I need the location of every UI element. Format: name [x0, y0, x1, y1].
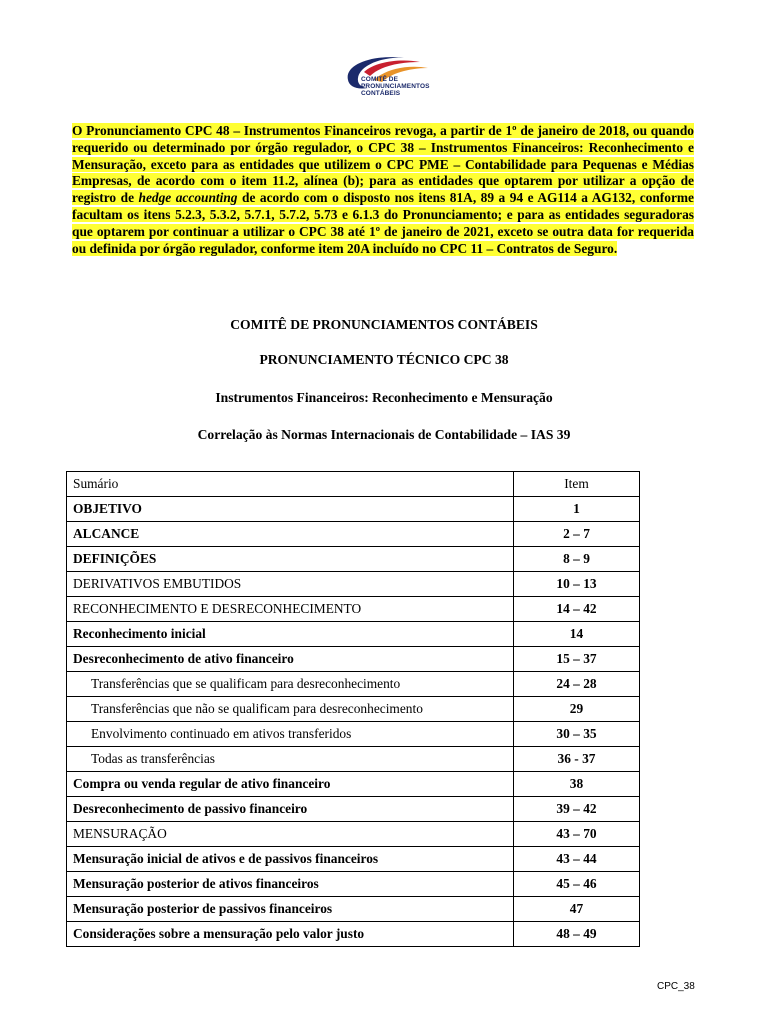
page-footer-code: CPC_38	[657, 981, 695, 992]
correlation-heading: Correlação às Normas Internacionais de Contabilidade – IAS 39	[197, 427, 571, 442]
table-header-row	[67, 472, 640, 497]
notice-highlight	[72, 123, 694, 256]
table-row	[67, 522, 640, 547]
logo-line: COMITÊ DE	[361, 76, 399, 83]
table-row	[67, 622, 640, 647]
table-row	[67, 572, 640, 597]
row-item: 36 - 37	[514, 747, 640, 772]
table-row	[67, 497, 640, 522]
row-label: Mensuração posterior de ativos financeiros	[67, 872, 514, 897]
row-label: Envolvimento continuado em ativos transferidos	[67, 722, 514, 747]
row-item: 45 – 46	[514, 872, 640, 897]
row-label: RECONHECIMENTO E DESRECONHECIMENTO	[67, 597, 514, 622]
revocation-notice	[72, 123, 694, 257]
row-item: 1	[514, 497, 640, 522]
pronouncement-heading: PRONUNCIAMENTO TÉCNICO CPC 38	[259, 352, 509, 367]
table-row	[67, 822, 640, 847]
row-label: OBJETIVO	[67, 497, 514, 522]
row-item: 39 – 42	[514, 797, 640, 822]
row-label: Transferências que se qualificam para desreconhecimento	[67, 672, 514, 697]
row-item: 8 – 9	[514, 547, 640, 572]
row-label: DERIVATIVOS EMBUTIDOS	[67, 572, 514, 597]
row-item: 24 – 28	[514, 672, 640, 697]
table-row	[67, 722, 640, 747]
header-summary: Sumário	[67, 472, 514, 497]
row-item: 14 – 42	[514, 597, 640, 622]
table-row	[67, 747, 640, 772]
row-item: 2 – 7	[514, 522, 640, 547]
table-row	[67, 547, 640, 572]
row-item: 38	[514, 772, 640, 797]
row-item: 30 – 35	[514, 722, 640, 747]
row-item: 14	[514, 622, 640, 647]
table-row	[67, 847, 640, 872]
table-row	[67, 897, 640, 922]
header-item: Item	[514, 472, 640, 497]
cpc-logo	[334, 50, 454, 110]
row-label: Mensuração posterior de passivos financeiros	[67, 897, 514, 922]
table-row	[67, 647, 640, 672]
table-row	[67, 697, 640, 722]
table-row	[67, 772, 640, 797]
table-row	[67, 922, 640, 947]
row-item: 48 – 49	[514, 922, 640, 947]
row-item: 29	[514, 697, 640, 722]
committee-heading: COMITÊ DE PRONUNCIAMENTOS CONTÁBEIS	[230, 317, 538, 332]
row-item: 43 – 70	[514, 822, 640, 847]
notice-text-before: O Pronunciamento CPC 48 – Instrumentos Financeiros revoga, a partir de 1º de janeiro de 2018, ou quando requerido ou determinado por órgão regulador, o CPC 38 – Instrumentos Financeiros: Reconhecimento e Mensuração, exceto para as entidades que utilizem o CPC PME – Contabilidade para Pequenas e Médias Empresas, de acordo com o item 11.2, alínea (b); para as entidades que optarem por utilizar a opção de registro de	[72, 123, 694, 206]
row-item: 47	[514, 897, 640, 922]
row-label: MENSURAÇÃO	[67, 822, 514, 847]
row-label: Compra ou venda regular de ativo financeiro	[67, 772, 514, 797]
row-label: Desreconhecimento de passivo financeiro	[67, 797, 514, 822]
row-label: Mensuração inicial de ativos e de passivos financeiros	[67, 847, 514, 872]
table-row	[67, 872, 640, 897]
row-item: 10 – 13	[514, 572, 640, 597]
subject-heading: Instrumentos Financeiros: Reconhecimento e Mensuração	[215, 390, 553, 405]
row-label: DEFINIÇÕES	[67, 547, 514, 572]
logo-text	[361, 76, 430, 97]
notice-italic-term: hedge accounting	[138, 190, 238, 206]
row-item: 15 – 37	[514, 647, 640, 672]
table-row	[67, 672, 640, 697]
row-label: Reconhecimento inicial	[67, 622, 514, 647]
table-row	[67, 597, 640, 622]
notice-text-after: de acordo com o disposto nos itens 81A, 89 a 94 e AG114 a AG132, conforme facultam os itens 5.2.3, 5.3.2, 5.7.1, 5.7.2, 5.73 e 6.1.3 do Pronunciamento; e para as entidades seguradoras que optarem por continuar a utilizar o CPC 38 até 1º de janeiro de 2021, exceto se outra data for requerida ou definida por órgão regulador, conforme item 20A incluído no CPC 11 – Contratos de Seguro.	[72, 190, 695, 256]
row-label: Transferências que não se qualificam para desreconhecimento	[67, 697, 514, 722]
summary-table	[66, 471, 640, 947]
row-item: 43 – 44	[514, 847, 640, 872]
table-row	[67, 797, 640, 822]
logo-line: PRONUNCIAMENTOS	[361, 83, 430, 90]
row-label: Considerações sobre a mensuração pelo valor justo	[67, 922, 514, 947]
row-label: Todas as transferências	[67, 747, 514, 772]
logo-line: CONTÁBEIS	[361, 90, 401, 97]
row-label: Desreconhecimento de ativo financeiro	[67, 647, 514, 672]
row-label: ALCANCE	[67, 522, 514, 547]
